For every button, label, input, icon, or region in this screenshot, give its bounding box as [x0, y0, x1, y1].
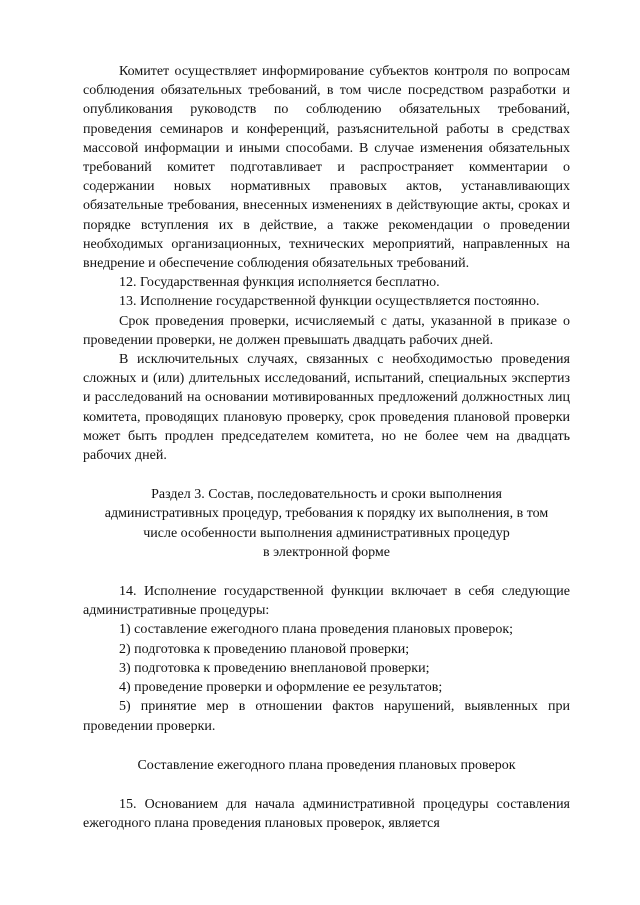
- procedure-item-3: 3) подготовка к проведению внеплановой проверки;: [119, 660, 430, 676]
- section-heading-line-4: в электронной форме: [263, 544, 390, 560]
- document-page: [83, 62, 570, 833]
- procedure-item-1: 1) составление ежегодного плана проведения плановых проверок;: [119, 622, 514, 638]
- paragraph-14: 14. Исполнение государственной функции включает в себя следующие административные процедуры:: [83, 584, 570, 619]
- procedure-item-5: 5) принятие мер в отношении фактов нарушений, выявленных при проведении проверки.: [83, 699, 570, 734]
- section-heading: [83, 485, 570, 562]
- paragraph-informing: Комитет осуществляет информирование субъектов контроля по вопросам соблюдения обязательных требований, в том числе посредством разработки и опубликования руководств по соблюдению обязательных требований, проведения семинаров и конференций, разъяснительной работы в средствах массовой информации и иными способами. В случае изменения обязательных требований комитет подготавливает и распространяет комментарии о содержании новых нормативных правовых актов, устанавливающих обязательные требования, внесенных изменениях в действующие акты, сроках и порядке вступления их в действие, а также рекомендации о проведении необходимых организационных, технических мероприятий, направленных на внедрение и обеспечение соблюдения обязательных требований.: [83, 64, 570, 272]
- procedure-item-4: 4) проведение проверки и оформление ее результатов;: [119, 680, 443, 696]
- subheading-annual-plan: Составление ежегодного плана проведения плановых проверок: [137, 757, 516, 773]
- paragraph-13: 13. Исполнение государственной функции осуществляется постоянно.: [119, 294, 540, 310]
- paragraph-exceptional-cases: В исключительных случаях, связанных с необходимостью проведения сложных и (или) длительных исследований, испытаний, специальных экспертиз и расследований на основании мотивированных предложений должностных лиц комитета, проводящих плановую проверку, срок проведения плановой проверки может быть продлен председателем комитета, но не более чем на двадцать рабочих дней.: [83, 352, 570, 464]
- section-heading-line-3: числе особенности выполнения административных процедур: [143, 525, 510, 541]
- procedure-item-2: 2) подготовка к проведению плановой проверки;: [119, 641, 410, 657]
- paragraph-15: 15. Основанием для начала административной процедуры составления ежегодного плана проведения плановых проверок, является: [83, 796, 570, 832]
- section-heading-line-2: административных процедур, требования к порядку их выполнения, в том: [104, 506, 549, 522]
- section-heading-line-1: Раздел 3. Состав, последовательность и сроки выполнения: [151, 487, 502, 503]
- paragraph-inspection-term: Срок проведения проверки, исчисляемый с даты, указанной в приказе о проведении проверки, не должен превышать двадцать рабочих дней.: [83, 313, 570, 348]
- paragraph-12: 12. Государственная функция исполняется бесплатно.: [119, 275, 440, 291]
